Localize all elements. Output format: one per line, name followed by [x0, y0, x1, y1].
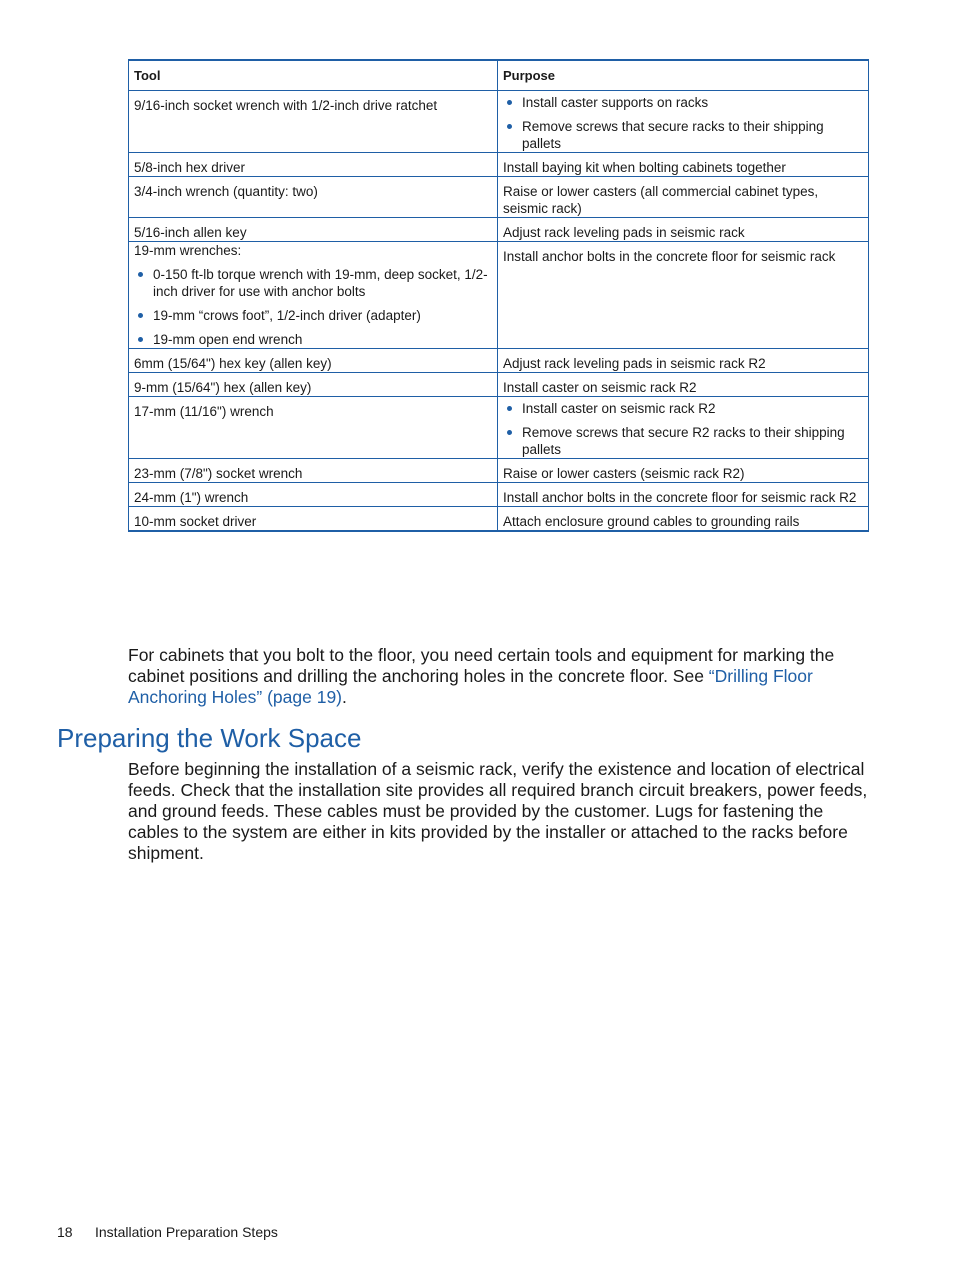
table-row [129, 459, 869, 483]
purpose-cell: Raise or lower casters (seismic rack R2) [498, 459, 869, 483]
purpose-cell: Install baying kit when bolting cabinets together [498, 153, 869, 177]
purpose-cell: Adjust rack leveling pads in seismic rack [498, 218, 869, 242]
purpose-list [503, 400, 863, 458]
purpose-cell: Install caster on seismic rack R2 [498, 373, 869, 397]
tool-list [134, 266, 492, 348]
tool-cell: 3/4-inch wrench (quantity: two) [129, 177, 498, 218]
list-item: Install caster on seismic rack R2 [503, 400, 863, 417]
table-row [129, 483, 869, 507]
tool-cell: 23-mm (7/8") socket wrench [129, 459, 498, 483]
table-row [129, 218, 869, 242]
purpose-cell: Adjust rack leveling pads in seismic rack R2 [498, 349, 869, 373]
intro-end: . [342, 687, 347, 707]
table-row [129, 507, 869, 532]
table-row [129, 153, 869, 177]
purpose-cell: Attach enclosure ground cables to grounding rails [498, 507, 869, 532]
header-purpose: Purpose [498, 60, 869, 91]
tool-cell: 10-mm socket driver [129, 507, 498, 532]
section-heading: Preparing the Work Space [57, 723, 362, 753]
list-item: 19-mm “crows foot”, 1/2-inch driver (adapter) [134, 307, 492, 324]
tool-cell: 9-mm (15/64") hex (allen key) [129, 373, 498, 397]
tools-table [128, 59, 869, 532]
table-row [129, 349, 869, 373]
list-item: 0-150 ft-lb torque wrench with 19-mm, deep socket, 1/2-inch driver for use with anchor bolts [134, 266, 492, 300]
table-row [129, 177, 869, 218]
list-item: Remove screws that secure R2 racks to their shipping pallets [503, 424, 863, 458]
purpose-cell: Install anchor bolts in the concrete floor for seismic rack R2 [498, 483, 869, 507]
tool-cell: 5/16-inch allen key [129, 218, 498, 242]
chapter-title: Installation Preparation Steps [95, 1224, 278, 1240]
page-number: 18 [57, 1224, 73, 1240]
tool-cell: 6mm (15/64") hex key (allen key) [129, 349, 498, 373]
tool-cell: 9/16-inch socket wrench with 1/2-inch drive ratchet [129, 91, 498, 153]
page-footer [57, 1222, 278, 1242]
purpose-list [503, 94, 863, 152]
purpose-cell: Raise or lower casters (all commercial cabinet types, seismic rack) [498, 177, 869, 218]
header-tool: Tool [129, 60, 498, 91]
list-item: 19-mm open end wrench [134, 331, 492, 348]
list-item: Install caster supports on racks [503, 94, 863, 111]
tool-list-label: 19-mm wrenches: [134, 243, 242, 258]
section-body: Before beginning the installation of a seismic rack, verify the existence and location of electrical feeds. Check that the installation site provides all required branch circuit breakers, power feeds, and ground feeds. These cables must be provided by the customer. Lugs for fastening the cables to the system are either in kits provided by the installer or attached to the racks before shipment. [128, 759, 868, 863]
table-row [129, 91, 869, 153]
intro-text: For cabinets that you bolt to the floor, you need certain tools and equipment for marking the cabinet positions and drilling the anchoring holes in the concrete floor. See [128, 645, 835, 686]
intro-paragraph [128, 645, 873, 708]
list-item: Remove screws that secure racks to their shipping pallets [503, 118, 863, 152]
purpose-cell: Install anchor bolts in the concrete floor for seismic rack [498, 242, 869, 349]
tool-cell [129, 242, 498, 349]
tool-cell: 5/8-inch hex driver [129, 153, 498, 177]
tool-cell: 17-mm (11/16") wrench [129, 397, 498, 459]
purpose-cell [498, 397, 869, 459]
table-row [129, 397, 869, 459]
purpose-cell [498, 91, 869, 153]
drilling-holes-link[interactable]: “Drilling Floor Anchoring Holes” (page 19) [128, 666, 813, 707]
tool-cell: 24-mm (1") wrench [129, 483, 498, 507]
table-row [129, 242, 869, 349]
table-row [129, 373, 869, 397]
table-header-row [129, 60, 869, 91]
